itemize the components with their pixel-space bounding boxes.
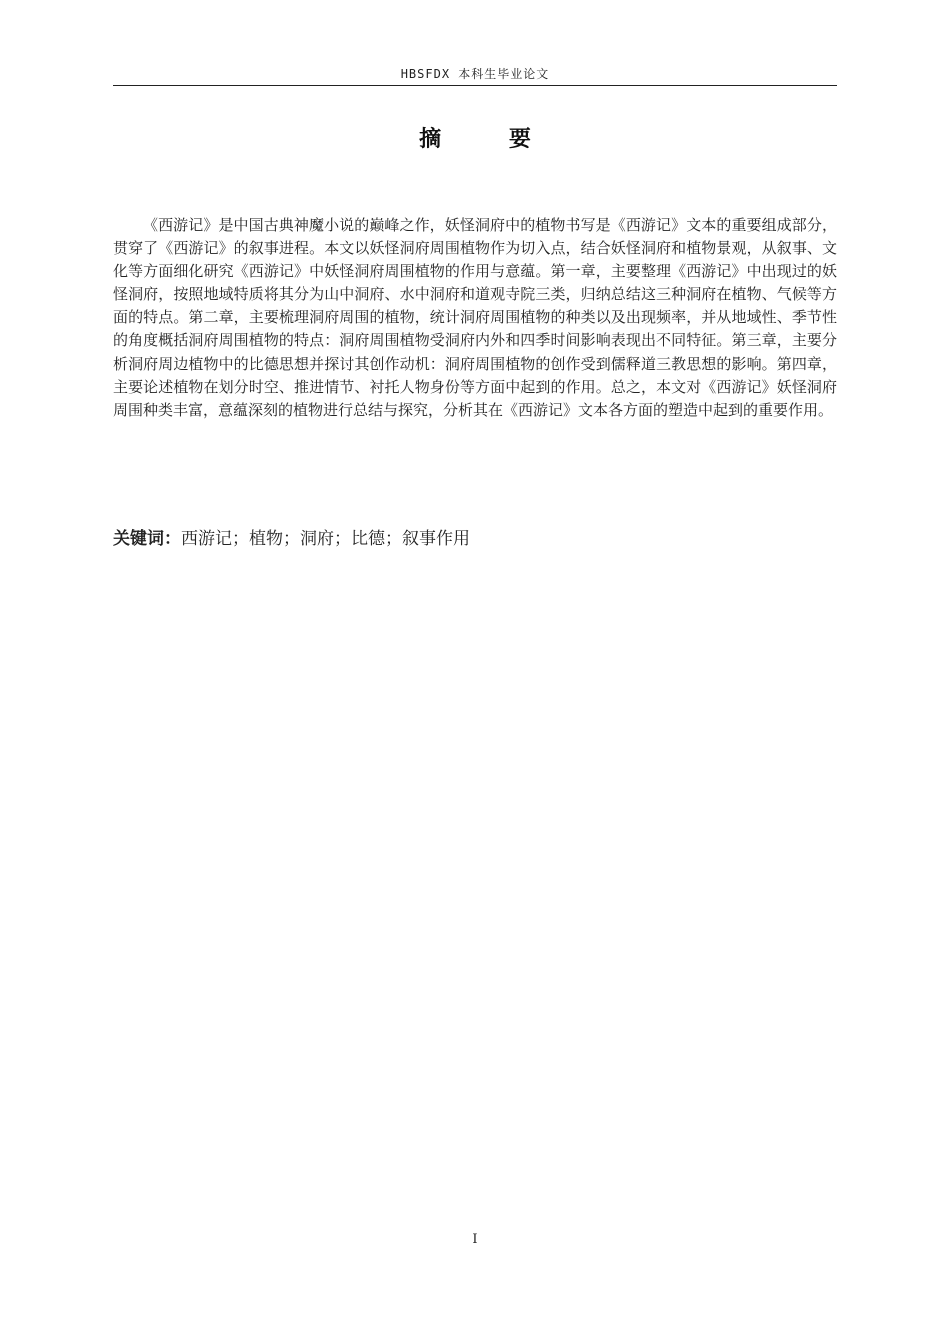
keywords-label: 关键词：	[113, 529, 181, 549]
running-header: HBSFDX 本科生毕业论文	[400, 67, 550, 81]
keywords-value: 西游记；植物；洞府；比德；叙事作用	[181, 529, 470, 549]
page-number: I	[472, 1232, 478, 1247]
abstract-title: 摘 要	[419, 127, 561, 152]
abstract-body: 《西游记》是中国古典神魔小说的巅峰之作，妖怪洞府中的植物书写是《西游记》文本的重要组成部分，贯穿了《西游记》的叙事进程。本文以妖怪洞府周围植物作为切入点，结合妖怪洞府和植物景观，从叙事、文化等方面细化研究《西游记》中妖怪洞府周围植物的作用与意蕴。第一章，主要整理《西游记》中出现过的妖怪洞府，按照地域特质将其分为山中洞府、水中洞府和道观寺院三类，归纳总结这三种洞府在植物、气候等方面的特点。第二章，主要梳理洞府周围的植物，统计洞府周围植物的种类以及出现频率，并从地域性、季节性的角度概括洞府周围植物的特点：洞府周围植物受洞府内外和四季时间影响表现出不同特征。第三章，主要分析洞府周边植物中的比德思想并探讨其创作动机：洞府周围植物的创作受到儒释道三教思想的影响。第四章，主要论述植物在划分时空、推进情节、衬托人物身份等方面中起到的作用。总之，本文对《西游记》妖怪洞府周围种类丰富，意蕴深刻的植物进行总结与探究，分析其在《西游记》文本各方面的塑造中起到的重要作用。	[113, 216, 837, 419]
keywords-line	[113, 527, 837, 551]
header-rule	[113, 85, 837, 86]
